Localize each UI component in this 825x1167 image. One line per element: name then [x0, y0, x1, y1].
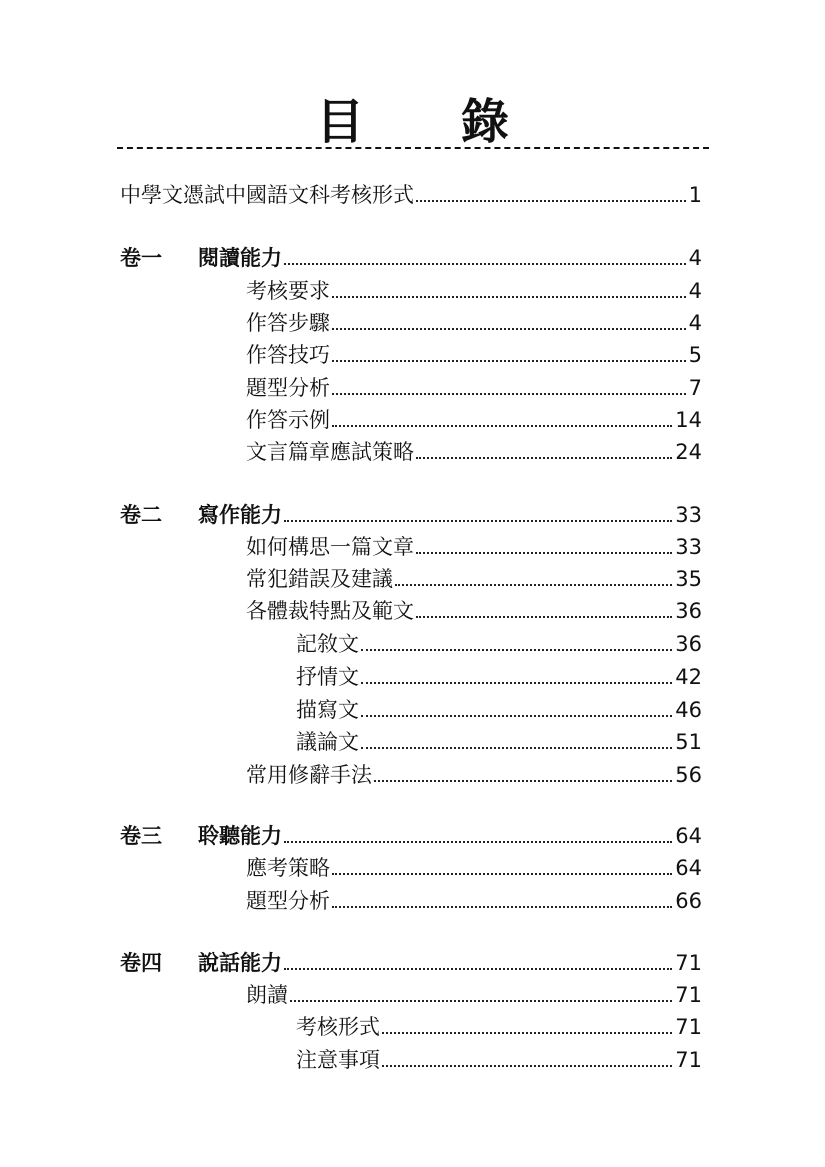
toc-page-number: 24 [675, 440, 702, 464]
toc-volume-label: 卷三 [120, 824, 162, 848]
toc-entry-label: 閱讀能力 [198, 246, 282, 270]
toc-page-number: 5 [688, 343, 702, 367]
toc-entry-label: 各體裁特點及範文 [246, 599, 414, 623]
toc-page-number: 42 [675, 665, 702, 689]
toc-entry[interactable] [296, 725, 702, 755]
toc-page-number: 56 [675, 763, 702, 787]
toc-entry[interactable] [246, 338, 702, 368]
toc-page-number: 4 [688, 246, 702, 270]
toc-entry-paper-1[interactable] [120, 241, 702, 271]
dot-leader [332, 425, 672, 427]
toc-entry-intro[interactable] [120, 178, 702, 208]
toc-entry[interactable] [246, 371, 702, 401]
dot-leader [332, 328, 686, 330]
toc-page-number: 14 [675, 408, 702, 432]
page-title: 目 錄 [316, 94, 549, 150]
dot-leader [416, 200, 686, 202]
toc-volume-label: 卷一 [120, 246, 162, 270]
toc-page-number: 71 [675, 951, 702, 975]
toc-entry-label: 說話能力 [198, 951, 282, 975]
dot-leader [332, 393, 686, 395]
toc-entry-label: 文言篇章應試策略 [246, 440, 414, 464]
toc-entry-paper-4[interactable] [120, 946, 702, 976]
dot-leader [290, 1000, 672, 1002]
toc-page-number: 4 [688, 279, 702, 303]
toc-entry-paper-3[interactable] [120, 819, 702, 849]
toc-page-number: 33 [675, 535, 702, 559]
toc-page-number: 71 [675, 1048, 702, 1072]
dot-leader [361, 649, 672, 651]
dot-leader [284, 841, 672, 843]
toc-page-number: 1 [688, 183, 702, 207]
toc-entry-label: 議論文 [296, 730, 359, 754]
toc-entry-paper-2[interactable] [120, 498, 702, 528]
toc-page-number: 36 [675, 599, 702, 623]
toc-entry[interactable] [296, 1043, 702, 1073]
toc-page-number: 46 [675, 698, 702, 722]
title-divider [117, 147, 709, 149]
toc-entry-label: 作答技巧 [246, 343, 330, 367]
toc-entry-label: 常犯錯誤及建議 [246, 567, 393, 591]
toc-entry-label: 中學文憑試中國語文科考核形式 [120, 183, 414, 207]
toc-entry-label: 考核形式 [296, 1015, 380, 1039]
dot-leader [284, 968, 672, 970]
toc-entry[interactable] [296, 693, 702, 723]
toc-entry-label: 描寫文 [296, 698, 359, 722]
toc-entry-label: 作答示例 [246, 408, 330, 432]
toc-entry-label: 題型分析 [246, 889, 330, 913]
toc-entry[interactable] [246, 530, 702, 560]
toc-entry-label: 朗讀 [246, 983, 288, 1007]
toc-entry[interactable] [296, 1010, 702, 1040]
toc-entry-label: 題型分析 [246, 376, 330, 400]
toc-page-number: 71 [675, 1015, 702, 1039]
toc-entry[interactable] [246, 978, 702, 1008]
toc-entry[interactable] [246, 851, 702, 881]
dot-leader [361, 747, 672, 749]
toc-page-number: 64 [675, 824, 702, 848]
toc-entry-label: 記敘文 [296, 632, 359, 656]
dot-leader [374, 780, 672, 782]
toc-entry[interactable] [246, 562, 702, 592]
toc-entry-label: 常用修辭手法 [246, 763, 372, 787]
toc-entry-label: 如何構思一篇文章 [246, 535, 414, 559]
toc-entry[interactable] [246, 306, 702, 336]
toc-page-number: 4 [688, 311, 702, 335]
dot-leader [382, 1032, 672, 1034]
dot-leader [361, 715, 672, 717]
toc-entry[interactable] [246, 435, 702, 465]
toc-entry[interactable] [246, 594, 702, 624]
dot-leader [332, 296, 686, 298]
toc-entry[interactable] [246, 884, 702, 914]
toc-page-number: 35 [675, 567, 702, 591]
toc-page-number: 71 [675, 983, 702, 1007]
dot-leader [416, 457, 672, 459]
dot-leader [395, 584, 672, 586]
toc-entry[interactable] [246, 758, 702, 788]
dot-leader [382, 1065, 672, 1067]
toc-entry-label: 作答步驟 [246, 311, 330, 335]
toc-volume-label: 卷二 [120, 503, 162, 527]
toc-page-number: 7 [688, 376, 702, 400]
toc-volume-label: 卷四 [120, 951, 162, 975]
dot-leader [284, 263, 686, 265]
toc-entry-label: 寫作能力 [198, 503, 282, 527]
toc-entry[interactable] [296, 660, 702, 690]
dot-leader [284, 520, 672, 522]
toc-entry-label: 考核要求 [246, 279, 330, 303]
toc-entry-label: 聆聽能力 [198, 824, 282, 848]
dot-leader [332, 360, 686, 362]
dot-leader [416, 616, 672, 618]
toc-entry-label: 抒情文 [296, 665, 359, 689]
toc-entry-label: 注意事項 [296, 1048, 380, 1072]
toc-page-number: 33 [675, 503, 702, 527]
toc-entry-label: 應考策略 [246, 856, 330, 880]
toc-page-number: 51 [675, 730, 702, 754]
toc-entry[interactable] [246, 274, 702, 304]
toc-page-number: 66 [675, 889, 702, 913]
dot-leader [416, 552, 672, 554]
toc-entry[interactable] [246, 403, 702, 433]
toc-page-number: 64 [675, 856, 702, 880]
dot-leader [332, 873, 672, 875]
toc-page-number: 36 [675, 632, 702, 656]
toc-entry[interactable] [296, 627, 702, 657]
dot-leader [332, 906, 672, 908]
dot-leader [361, 682, 672, 684]
